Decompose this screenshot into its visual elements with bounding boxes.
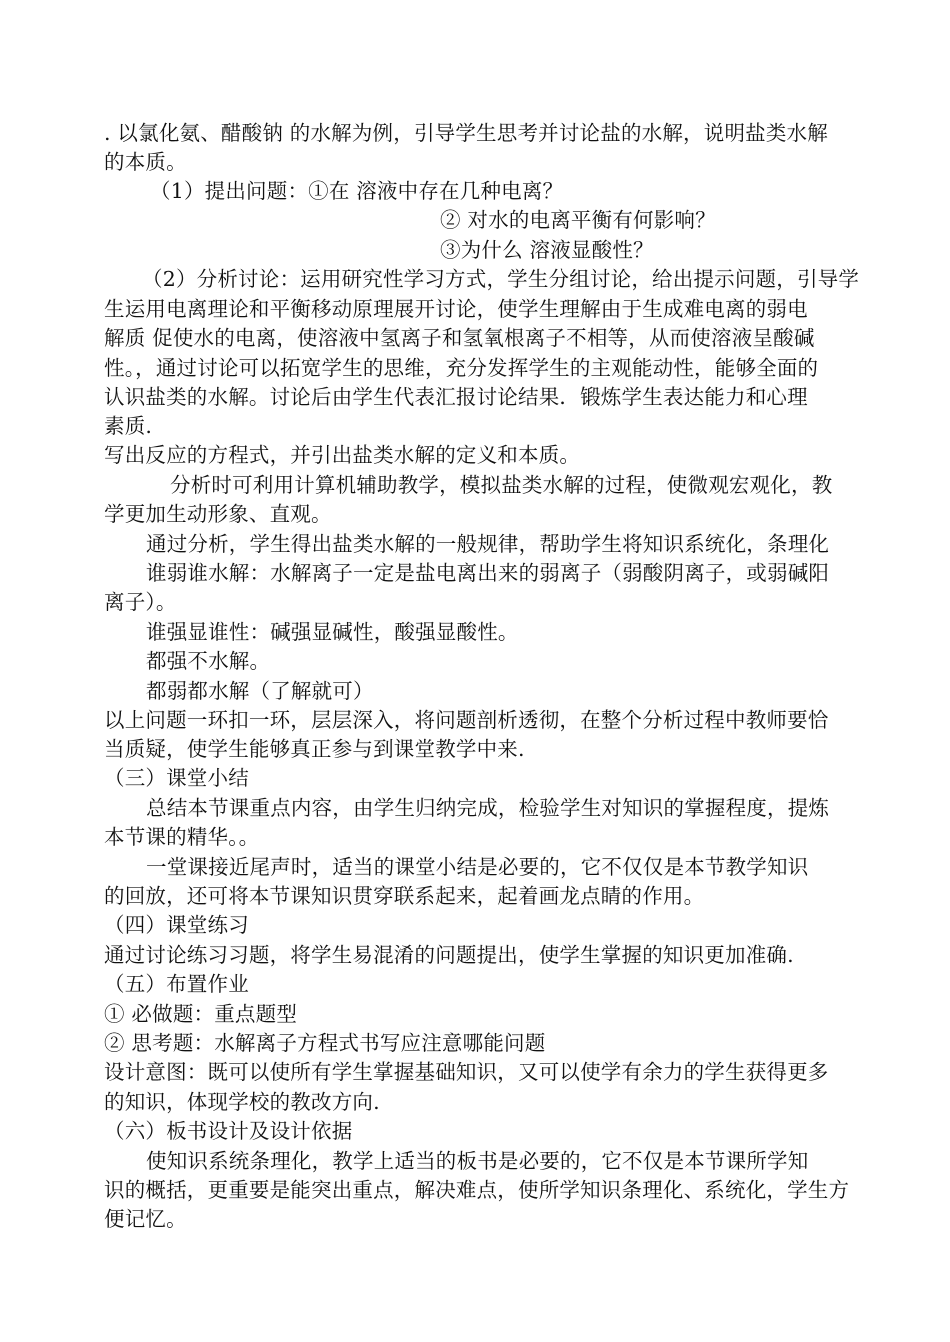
text-line: 的本质。 (104, 150, 187, 174)
text-line: 通过讨论练习习题，将学生易混淆的问题提出，使学生掌握的知识更加准确. (104, 943, 794, 967)
text-line: 设计意图：既可以使所有学生掌握基础知识，又可以使学有余力的学生获得更多 (104, 1060, 829, 1084)
text-line: 性。，通过讨论可以拓宽学生的思维，充分发挥学生的主观能动性，能够全面的 (104, 356, 819, 380)
text-line: 认识盐类的水解。讨论后由学生代表汇报讨论结果．锻炼学生表达能力和心理 (104, 385, 808, 409)
text-line: 解质 促使水的电离，使溶液中氢离子和氢氧根离子不相等，从而使溶液呈酸碱 (104, 326, 815, 350)
text-line: 使知识系统条理化，教学上适当的板书是必要的，它不仅是本节课所学知 (146, 1149, 809, 1173)
text-line: 识的概括，更重要是能突出重点，解决难点，使所学知识条理化、系统化，学生方 (104, 1178, 850, 1202)
section-heading: （四）课堂练习 (104, 913, 249, 937)
text-line: 学更加生动形象、直观。 (104, 502, 332, 526)
text-line: 以上问题一环扣一环，层层深入，将问题剖析透彻，在整个分析过程中教师要恰 (104, 708, 829, 732)
text-line: 通过分析，学生得出盐类水解的一般规律，帮助学生将知识系统化，条理化 (146, 532, 830, 556)
section-heading: （五）布置作业 (104, 972, 249, 996)
text-line: 谁弱谁水解：水解离子一定是盐电离出来的弱离子（弱酸阴离子，或弱碱阳 (146, 561, 830, 585)
text-line: ② 对水的电离平衡有何影响？ (440, 208, 716, 232)
text-line: 都强不水解。 (146, 649, 271, 673)
section-heading: （六）板书设计及设计依据 (104, 1119, 353, 1143)
text-line: 一堂课接近尾声时，适当的课堂小结是必要的，它不仅仅是本节教学知识 (146, 855, 809, 879)
text-line: 的知识，体现学校的教改方向. (104, 1090, 380, 1114)
text-line: 离子）。 (104, 590, 177, 614)
text-line: 写出反应的方程式，并引出盐类水解的定义和本质。 (104, 443, 581, 467)
text-line: ③为什么 溶液显酸性？ (440, 238, 654, 262)
text-line: 便记忆。 (104, 1207, 187, 1231)
text-line: 生运用电离理论和平衡移动原理展开讨论，使学生理解由于生成难电离的弱电 (104, 297, 808, 321)
text-line: 当质疑，使学生能够真正参与到课堂教学中来. (104, 737, 525, 761)
text-line: 分析时可利用计算机辅助教学，模拟盐类水解的过程，使微观宏观化，教 (170, 473, 833, 497)
text-line: . 以氯化氨、醋酸钠 的水解为例，引导学生思考并讨论盐的水解，说明盐类水解 (104, 121, 828, 145)
text-line: 素质. (104, 414, 153, 438)
text-line: （1）提出问题：①在 溶液中存在几种电离？ (150, 179, 564, 203)
text-line: 都弱都水解（了解就可） (146, 679, 374, 703)
text-line: 谁强显谁性：碱强显碱性，酸强显酸性。 (146, 620, 519, 644)
section-heading: （三）课堂小结 (104, 766, 249, 790)
text-line: 总结本节课重点内容，由学生归纳完成，检验学生对知识的掌握程度，提炼 (146, 796, 830, 820)
text-line: 的回放，还可将本节课知识贯穿联系起来，起着画龙点睛的作用。 (104, 884, 705, 908)
text-line: （2）分析讨论：运用研究性学习方式，学生分组讨论，给出提示问题，引导学 (142, 267, 860, 291)
text-line: 本节课的精华。。 (104, 825, 260, 849)
text-line: ① 必做题：重点题型 (104, 1002, 298, 1026)
text-line: ② 思考题：水解离子方程式书写应注意哪能问题 (104, 1031, 546, 1055)
